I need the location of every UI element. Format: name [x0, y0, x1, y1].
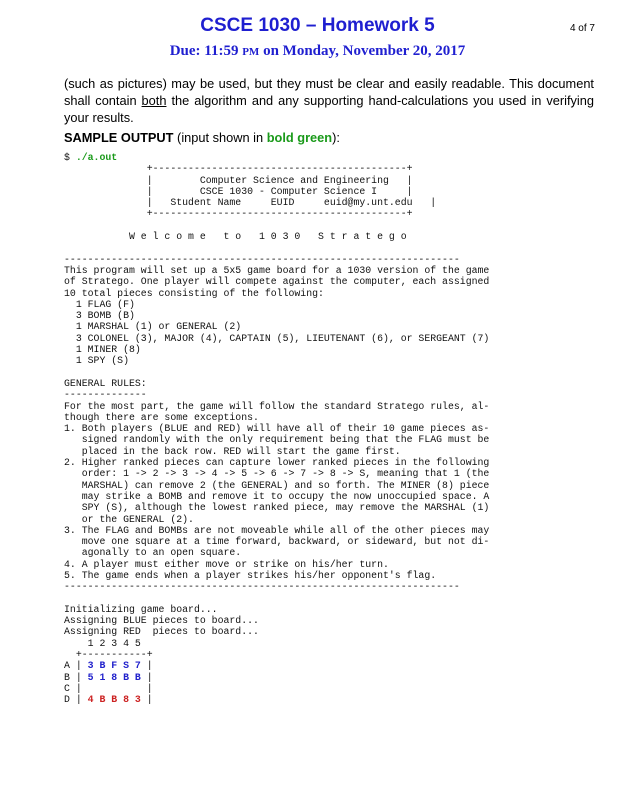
init-text: Initializing game board... Assigning BLUE pieces to board... Assigning RED pieces to board... 1 2 3 4 5 +-----------+ [64, 603, 259, 661]
intro-emphasis: both [141, 93, 167, 108]
sample-output-heading [64, 130, 340, 145]
command-input: ./a.out [75, 152, 118, 163]
intro-text-c: the algorithm and any supporting hand-calculations you used in verifying your results. [64, 93, 594, 125]
intro-paragraph [64, 75, 594, 126]
board-pieces: 5 1 8 B B [87, 671, 141, 683]
board-row: B | 5 1 8 B B | [64, 671, 153, 683]
sample-label-mid: (input shown in [173, 130, 267, 145]
sample-label-green: bold green [266, 130, 333, 145]
due-suffix: on Monday, November 20, 2017 [259, 43, 466, 59]
sample-label-end: ): [332, 130, 340, 145]
board-pieces: 4 B B 8 3 [87, 694, 141, 706]
board-row: D | 4 B B 8 3 | [64, 694, 153, 706]
due-prefix: Due: 11:59 [169, 43, 243, 59]
welcome-line: W e l c o m e t o 1 0 3 0 S t r a t e g o [64, 231, 407, 243]
due-pm: PM [242, 46, 260, 58]
board-row: A | 3 B F S 7 | [64, 660, 153, 672]
page-title: CSCE 1030 – Homework 5 [200, 15, 435, 36]
terminal-output [64, 152, 489, 706]
shell-prompt: $ [64, 152, 76, 163]
rules-text: ------------------------------------------------------------------- This program will set up a 5x5 game board for a 1030 version of the game of Stratego. One player will compete against the computer, each assigned 10 total pieces consisting of the following: 1 FLAG (F) 3 BOMB (B) 1 MARSHAL (1) or GENERAL (2) 3 COLONEL (3), MAJOR (4), CAPTAIN (5), LIEUTENANT (6), or SERGEANT (7) 1 MINER (8) 1 SPY (S) GENERAL RULES: -------------- For the most part, the game will follow the standard Stratego rules, al- though there are some exceptions. 1. Both players (BLUE and RED) will have all of their 10 game pieces as- signed randomly with the only requirement being that the FLAG must be placed in the back row. RED will start the game first. 2. Higher ranked pieces can capture lower ranked pieces in the following order: 1 -> 2 -> 3 -> 4 -> 5 -> 6 -> 7 -> 8 -> S, meaning that 1 (the MARSHAL) can remove 2 (the GENERAL) and so forth. The MINER (8) piece may strike a BOMB and remove it to occupy the now unoccupied space. A SPY (S), although the lowest ranked piece, may remove the MARSHAL (1) or the GENERAL (2). 3. The FLAG and BOMBs are not moveable while all of the other pieces may move one square at a time forward, backward, or sideward, but not di- agonally to an open square. 4. A player must either move or strike on his/her turn. 5. The game ends when a player strikes his/her opponent's flag. ------------------------------------------------------------------- [64, 253, 490, 593]
sample-label: SAMPLE OUTPUT [64, 130, 174, 145]
board-row: C | | [64, 682, 153, 694]
board-pieces: 3 B F S 7 [87, 660, 141, 672]
banner-box: +-------------------------------------------+ | Computer Science and Engineering | | CSCE 1030 - Computer Science I | | Student Name EUID euid@my.unt.edu | +-------------------------------------------+ [146, 163, 437, 220]
page-number: 4 of 7 [569, 23, 595, 34]
due-date [0, 43, 635, 60]
intro-text-a: (such as pictures) may be used, but they must be clear and easily readable. This document shall contain [64, 76, 594, 108]
